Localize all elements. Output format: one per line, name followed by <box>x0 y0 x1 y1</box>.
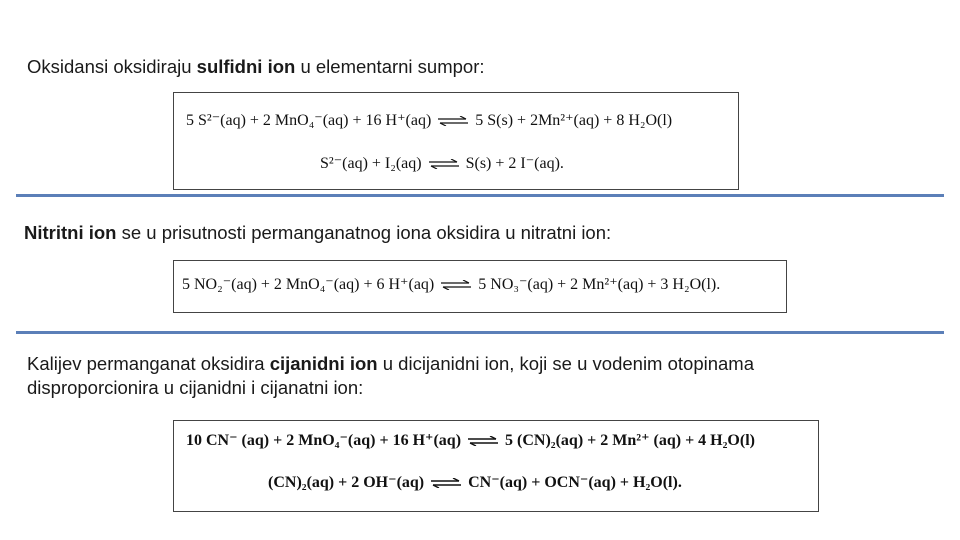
eq-left: 5 NO₂⁻(aq) + 2 MnO₄⁻(aq) + 6 H⁺(aq) <box>182 276 435 293</box>
equilibrium-arrow-icon <box>438 116 468 126</box>
section1-text-before: Oksidansi oksidiraju <box>27 56 197 77</box>
section1-text-after: u elementarni sumpor: <box>295 56 485 77</box>
section2-equation-box <box>173 260 787 313</box>
section3-equation-2 <box>268 473 682 493</box>
section3-intro <box>27 352 754 400</box>
eq-right: 5 NO₃⁻(aq) + 2 Mn²⁺(aq) + 3 H₂O(l). <box>478 276 721 293</box>
equilibrium-arrow-icon <box>441 280 471 290</box>
eq-right: CN⁻(aq) + OCN⁻(aq) + H₂O(l). <box>468 474 682 491</box>
equilibrium-arrow-icon <box>429 159 459 169</box>
eq-left: S²⁻(aq) + I₂(aq) <box>320 155 422 172</box>
section3-text-bold: cijanidni ion <box>269 353 378 374</box>
eq-left: 5 S²⁻(aq) + 2 MnO₄⁻(aq) + 16 H⁺(aq) <box>186 112 432 129</box>
section1-equation-1 <box>186 111 672 131</box>
section3-text-before: Kalijev permanganat oksidira <box>27 353 270 374</box>
section3-line-2: disproporcionira u cijanidni i cijanatni ion: <box>27 377 364 398</box>
section2-intro <box>24 221 611 245</box>
section2-text-after: se u prisutnosti permanganatnog iona oksidira u nitratni ion: <box>116 222 612 243</box>
equilibrium-arrow-icon <box>431 478 461 488</box>
section3-text-after: u dicijanidni ion, koji se u vodenim otopinama <box>377 353 754 374</box>
divider-1 <box>16 194 944 197</box>
eq-right: 5 (CN)₂(aq) + 2 Mn²⁺ (aq) + 4 H₂O(l) <box>505 432 755 449</box>
section3-equation-1 <box>186 431 755 451</box>
section1-text-bold: sulfidni ion <box>196 56 296 77</box>
equilibrium-arrow-icon <box>468 436 498 446</box>
eq-right: 5 S(s) + 2Mn²⁺(aq) + 8 H₂O(l) <box>475 112 673 129</box>
divider-2 <box>16 331 944 334</box>
section1-equation-2 <box>320 154 564 174</box>
section3-equation-box <box>173 420 819 512</box>
eq-right: S(s) + 2 I⁻(aq). <box>465 155 564 172</box>
section2-text-bold: Nitritni ion <box>24 222 117 243</box>
eq-left: (CN)₂(aq) + 2 OH⁻(aq) <box>268 474 425 491</box>
section3-line-1 <box>27 352 754 376</box>
section1-intro <box>27 55 485 79</box>
section1-equation-box <box>173 92 739 190</box>
section2-equation-1 <box>182 275 720 295</box>
eq-left: 10 CN⁻ (aq) + 2 MnO₄⁻(aq) + 16 H⁺(aq) <box>186 432 462 449</box>
